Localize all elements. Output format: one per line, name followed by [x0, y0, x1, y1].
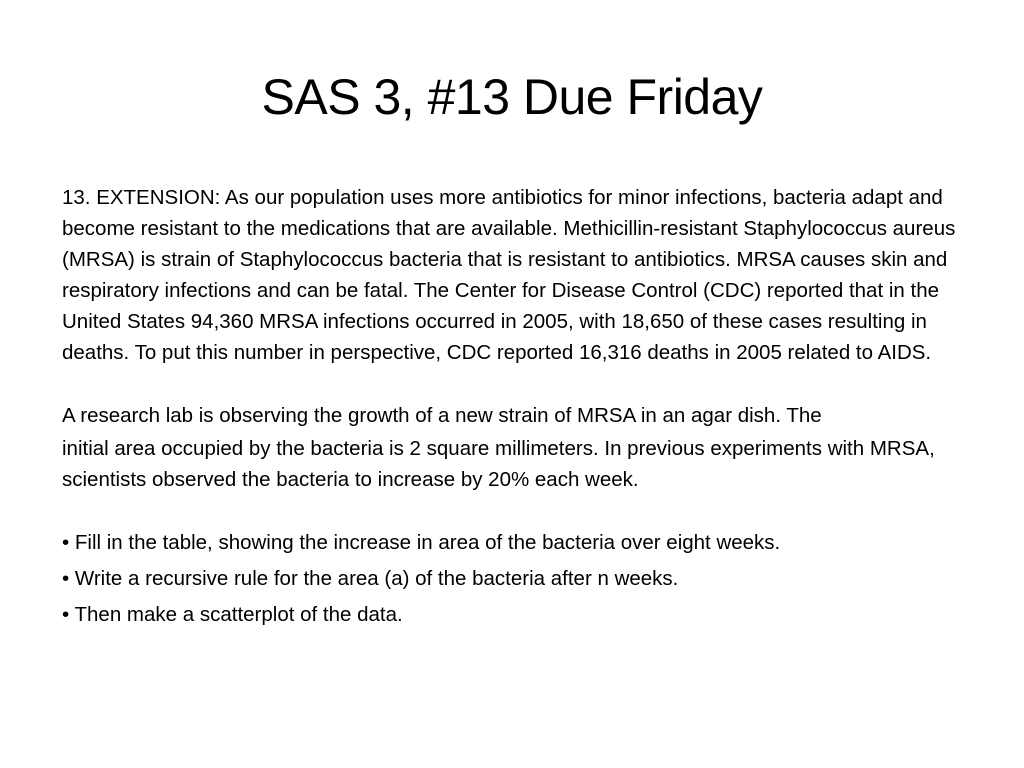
- paragraph-research-lab: A research lab is observing the growth of a new strain of MRSA in an agar dish. The: [62, 404, 822, 427]
- slide-body: [62, 182, 967, 633]
- paragraph-extension: 13. EXTENSION: As our population uses more antibiotics for minor infections, bacteria adapt and become resistant to the medications that are available. Methicillin-resistant Staphylococcus aureus (MRSA) is strain of Staphylococcus bacteria that is resistant to antibiotics. MRSA causes skin and respiratory infections and can be fatal. The Center for Disease Control (CDC) reported that in the United States 94,360 MRSA infections occurred in 2005, with 18,650 of these cases resulting in deaths. To put this number in perspective, CDC reported 16,316 deaths in 2005 related to AIDS.: [62, 186, 956, 364]
- bullet-scatterplot: • Then make a scatterplot of the data.: [62, 603, 403, 626]
- slide-title: SAS 3, #13 Due Friday: [261, 69, 763, 125]
- bullet-fill-table: • Fill in the table, showing the increase in area of the bacteria over eight weeks.: [62, 531, 781, 554]
- bullet-recursive-rule: • Write a recursive rule for the area (a) of the bacteria after n weeks.: [62, 567, 679, 590]
- paragraph-initial-area: initial area occupied by the bacteria is 2 square millimeters. In previous experiments with MRSA, scientists observed the bacteria to increase by 20% each week.: [62, 437, 935, 491]
